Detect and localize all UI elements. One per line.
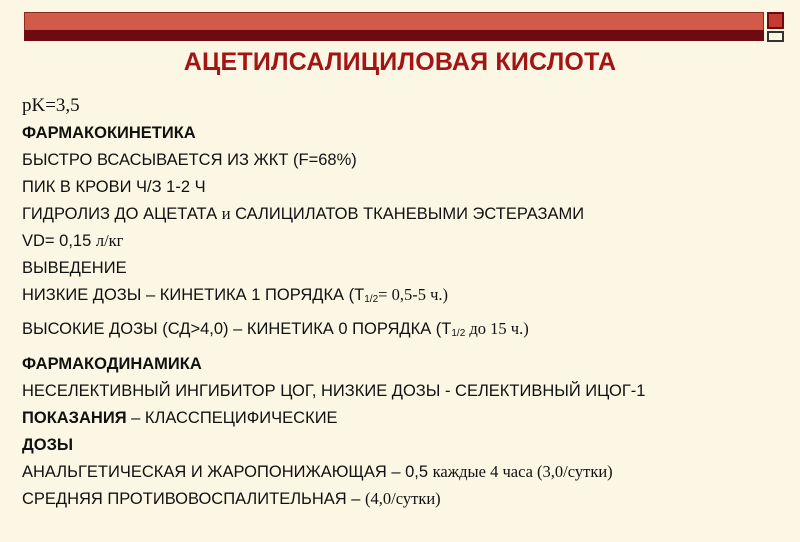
section-heading-pharmacodynamics: ФАРМАКОДИНАМИКА — [22, 355, 202, 373]
hydrolysis-part-3: САЛИЦИЛАТОВ ТКАНЕВЫМИ ЭСТЕРАЗАМИ — [230, 205, 585, 223]
analgesic-dose-text — [22, 462, 792, 482]
low-doses-subscript: 1/2 — [364, 294, 379, 305]
antiinflammatory-part-2: (4,0/сутки) — [365, 489, 441, 508]
header-underline — [24, 30, 764, 41]
antiinflammatory-part-1: СРЕДНЯЯ ПРОТИВОВОСПАЛИТЕЛЬНАЯ – — [22, 490, 366, 508]
header-bar — [24, 12, 764, 31]
high-doses-subscript: 1/2 — [451, 328, 466, 339]
corner-square-outline — [767, 31, 784, 42]
indications-text — [22, 408, 792, 428]
hydrolysis-part-1: ГИДРОЛИЗ ДО АЦЕТАТА — [22, 205, 222, 223]
vd-unit: л/кг — [95, 231, 124, 250]
peak-text: ПИК В КРОВИ Ч/З 1-2 Ч — [22, 178, 206, 196]
low-doses-text — [22, 285, 792, 310]
high-doses-text — [22, 319, 792, 344]
analgesic-part-2: каждые 4 часа (3,0/сутки) — [432, 462, 613, 481]
vd-text — [22, 231, 792, 251]
antiinflammatory-dose-text — [22, 489, 792, 509]
high-doses-part-1: ВЫСОКИЕ ДОЗЫ (СД>4,0) – КИНЕТИКА 0 ПОРЯДКА (Т — [22, 320, 452, 338]
absorption-text: БЫСТРО ВСАСЫВАЕТСЯ ИЗ ЖКТ (F=68%) — [22, 151, 357, 169]
low-doses-part-2: = 0,5-5 ч.) — [378, 285, 448, 304]
analgesic-part-1: АНАЛЬГЕТИЧЕСКАЯ И ЖАРОПОНИЖАЮЩАЯ – 0,5 — [22, 463, 433, 481]
section-heading-pharmacokinetics: ФАРМАКОКИНЕТИКА — [22, 124, 196, 142]
section-heading-doses: ДОЗЫ — [22, 436, 74, 454]
indications-value: – КЛАССПЕЦИФИЧЕСКИЕ — [126, 409, 338, 427]
low-doses-part-1: НИЗКИЕ ДОЗЫ – КИНЕТИКА 1 ПОРЯДКА (T — [22, 286, 365, 304]
slide-content — [22, 96, 792, 509]
section-heading-excretion: ВЫВЕДЕНИЕ — [22, 259, 127, 277]
hydrolysis-part-2: и — [221, 204, 231, 223]
vd-value: VD= 0,15 — [22, 232, 96, 250]
pk-value: pK=3,5 — [22, 95, 80, 116]
corner-square-filled — [767, 12, 784, 29]
hydrolysis-text — [22, 204, 792, 224]
page-title: АЦЕТИЛСАЛИЦИЛОВАЯ КИСЛОТА — [183, 48, 617, 76]
high-doses-part-2: до 15 ч.) — [465, 319, 529, 338]
indications-label: ПОКАЗАНИЯ — [22, 409, 127, 427]
nonselective-text: НЕСЕЛЕКТИВНЫЙ ИНГИБИТОР ЦОГ, НИЗКИЕ ДОЗЫ - СЕЛЕКТИВНЫЙ ИЦОГ-1 — [22, 382, 646, 400]
